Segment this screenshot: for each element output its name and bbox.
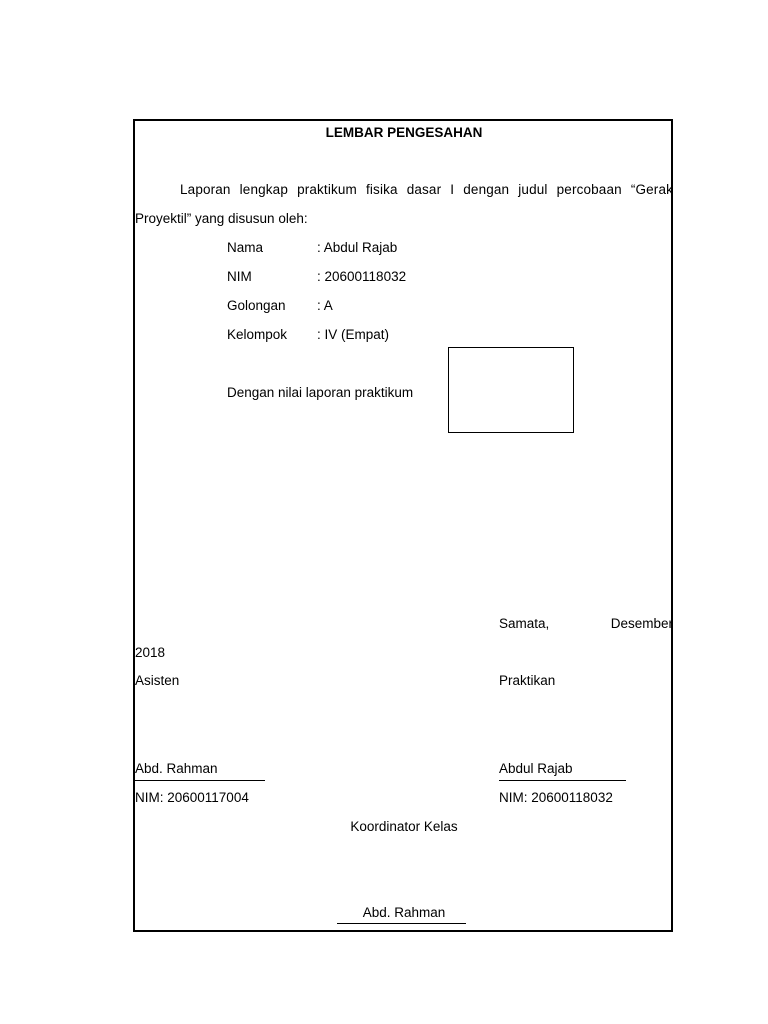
field-label-golongan: Golongan [227,298,286,313]
coordinator-name: Abd. Rahman [362,905,446,920]
field-value-nama: : Abdul Rajab [317,240,398,255]
score-label: Dengan nilai laporan praktikum [227,385,414,400]
year-text: 2018 [135,645,166,660]
student-signature-line [499,780,626,781]
intro-line-1: Laporan lengkap praktikum fisika dasar I dengan judul percobaan “Gerak [180,182,673,197]
assistant-nim: NIM: 20600117004 [135,790,249,805]
assistant-signature-line [135,780,265,781]
place-date-line [499,616,673,632]
field-label-nim: NIM [227,269,252,284]
month-text: Desember [610,616,673,631]
student-nim: NIM: 20600118032 [499,790,613,805]
approval-sheet-frame [133,119,673,932]
student-role: Praktikan [499,673,556,688]
assistant-role: Asisten [135,673,180,688]
coordinator-role: Koordinator Kelas [350,819,458,834]
coordinator-signature-line [337,923,466,924]
assistant-name: Abd. Rahman [135,761,218,776]
field-value-nim: : 20600118032 [317,269,407,284]
field-label-kelompok: Kelompok [227,327,288,342]
field-value-kelompok: : IV (Empat) [317,327,390,342]
student-name: Abdul Rajab [499,761,573,776]
field-value-golongan: : A [317,298,333,313]
intro-line-2: Proyektil” yang disusun oleh: [135,211,308,226]
score-box [448,347,574,433]
page-title: LEMBAR PENGESAHAN [325,125,483,140]
place-text: Samata, [499,616,550,631]
field-label-nama: Nama [227,240,264,255]
